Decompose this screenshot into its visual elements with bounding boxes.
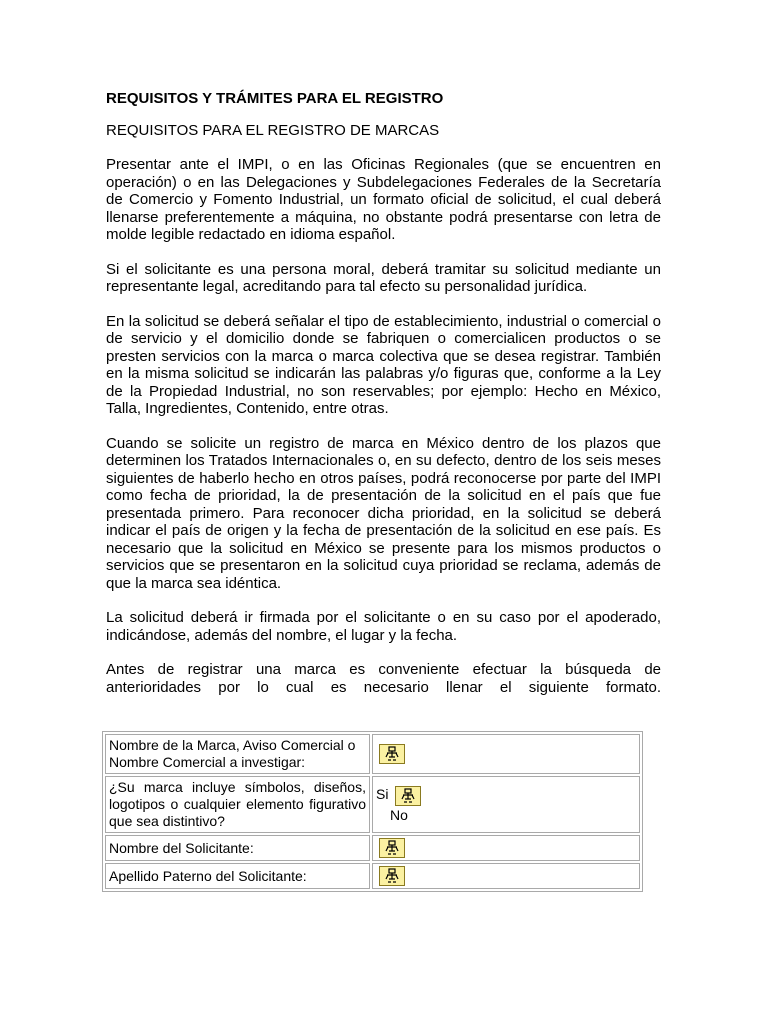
applicant-name-field[interactable]	[372, 835, 640, 861]
form-field-placeholder-icon[interactable]	[379, 838, 405, 858]
table-row	[105, 734, 640, 774]
form-field-placeholder-icon[interactable]	[379, 744, 405, 764]
paragraph: En la solicitud se deberá señalar el tipo de establecimiento, industrial o comercial o de servicio y el domicilio donde se fabriquen o comercialicen productos o se presten servicios con la marca o marca colectiva que se desea registrar. También en la misma solicitud se indicarán las palabras y/o figuras que, conforme a la Ley de la Propiedad Industrial, no son reservables; por ejemplo: Hecho en México, Talla, Ingredientes, Contenido, entre otras.	[106, 312, 661, 417]
applicant-name-label: Nombre del Solicitante:	[105, 835, 370, 861]
brand-name-label: Nombre de la Marca, Aviso Comercial o Nombre Comercial a investigar:	[105, 734, 370, 774]
paragraph: Cuando se solicite un registro de marca en México dentro de los plazos que determinen los Tratados Internacionales o, en su defecto, dentro de los seis meses siguientes de haberlo hecho en otros países, podrá reconocerse por parte del IMPI como fecha de prioridad, la de presentación de la solicitud en el país que fue presentada primero. Para reconocer dicha prioridad, en la solicitud se deberá indicar el país de origen y la fecha de presentación de la solicitud en ese país. Es necesario que la solicitud en México se presente para los mismos productos o servicios que se presentaron en la solicitud cuya prioridad se reclama, además de que la marca sea idéntica.	[106, 434, 661, 592]
paragraph: La solicitud deberá ir firmada por el solicitante o en su caso por el apoderado, indicándose, además del nombre, el lugar y la fecha.	[106, 609, 661, 644]
search-form-table	[102, 731, 643, 892]
table-row	[105, 863, 640, 889]
figurative-element-field	[372, 776, 640, 833]
brand-name-field[interactable]	[372, 734, 640, 774]
document-title: REQUISITOS Y TRÁMITES PARA EL REGISTRO	[106, 90, 444, 107]
figurative-element-label: ¿Su marca incluye símbolos, diseños, logotipos o cualquier elemento figurativo que sea distintivo?	[105, 776, 370, 833]
paragraph: Si el solicitante es una persona moral, deberá tramitar su solicitud mediante un representante legal, acreditando para tal efecto su personalidad jurídica.	[106, 260, 661, 295]
paragraph: Presentar ante el IMPI, o en las Oficinas Regionales (que se encuentren en operación) o en las Delegaciones y Subdelegaciones Federales de la Secretaría de Comercio y Fomento Industrial, un formato oficial de solicitud, el cual deberá llenarse preferentemente a máquina, no obstante podrá presentarse con letra de molde legible redactado en idioma español.	[106, 156, 661, 243]
document-body	[106, 90, 661, 713]
table-row	[105, 776, 640, 833]
option-no-label[interactable]: No	[389, 806, 408, 823]
applicant-surname-field[interactable]	[372, 863, 640, 889]
form-field-placeholder-icon[interactable]	[379, 866, 405, 886]
table-row	[105, 835, 640, 861]
option-yes-label: Si	[375, 786, 389, 803]
applicant-surname-label: Apellido Paterno del Solicitante:	[105, 863, 370, 889]
paragraph: Antes de registrar una marca es conveniente efectuar la búsqueda de anterioridades por lo cual es necesario llenar el siguiente formato.	[106, 661, 661, 696]
form-field-placeholder-icon[interactable]	[395, 786, 421, 806]
document-subtitle: REQUISITOS PARA EL REGISTRO DE MARCAS	[106, 122, 440, 139]
